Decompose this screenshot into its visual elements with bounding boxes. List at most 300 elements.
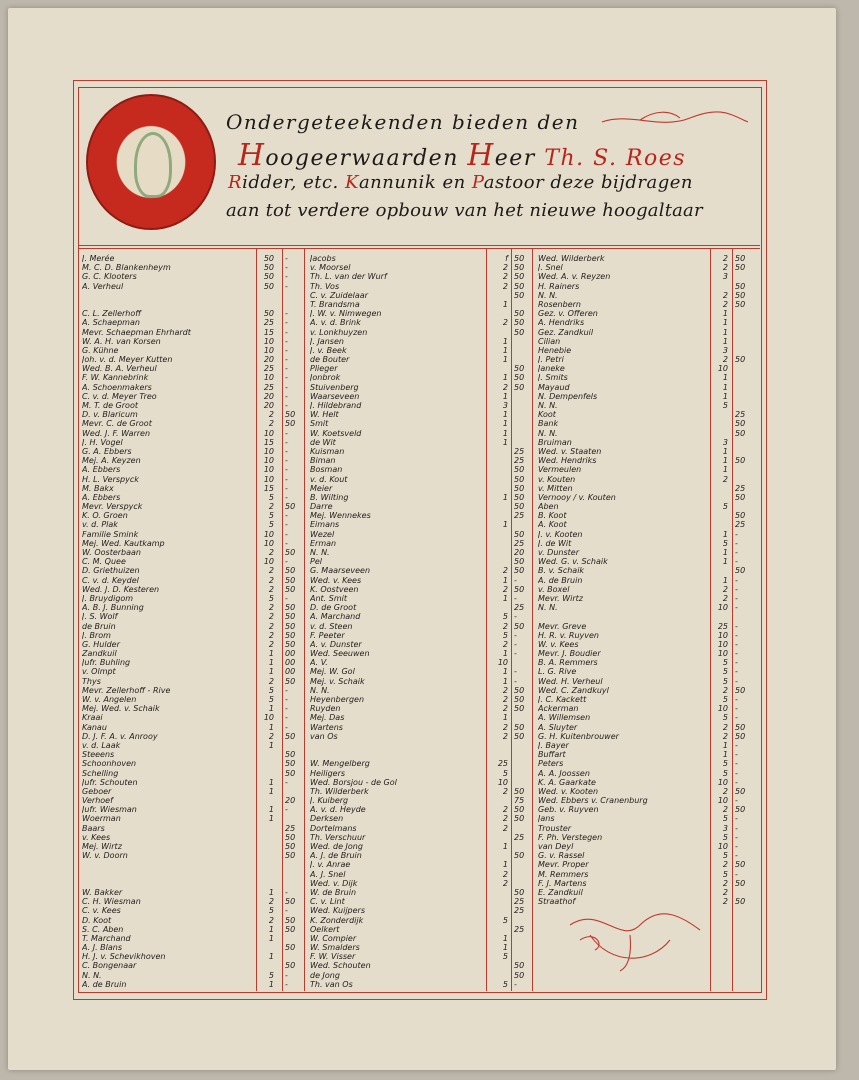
column-divider xyxy=(532,248,533,991)
amount-cents: 50 xyxy=(514,731,525,741)
amount-cents: - xyxy=(735,796,738,806)
donor-row xyxy=(310,759,532,768)
donor-name: Mevr. J. Boudier xyxy=(538,649,601,659)
amount-guilders: 10 xyxy=(263,446,274,456)
amount-guilders: 2 xyxy=(268,731,274,741)
amount-guilders: 2 xyxy=(722,593,728,603)
amount-guilders: 1 xyxy=(268,933,274,943)
donor-name: C. H. Wiesman xyxy=(82,897,141,907)
donor-name: Geb. v. Ruyven xyxy=(538,805,599,815)
amount-cents: 50 xyxy=(514,961,525,971)
header-line-2: Hoogeerwaarden Heer Th. S. Roes xyxy=(238,138,687,173)
amount-guilders: 5 xyxy=(722,851,728,861)
donor-row xyxy=(310,713,532,722)
donor-name: A. Schaepman xyxy=(82,318,140,328)
donor-name: H. Rainers xyxy=(538,281,580,291)
donor-name: G. v. Rassel xyxy=(538,851,585,861)
amount-cents: - xyxy=(735,823,738,833)
amount-cents: 50 xyxy=(735,731,746,741)
donor-name: C. Bongenaar xyxy=(82,961,137,971)
donor-row xyxy=(310,667,532,676)
amount-cents: 50 xyxy=(285,548,296,557)
donor-name: Henebie xyxy=(538,345,572,355)
amount-guilders: 20 xyxy=(263,401,274,410)
donor-row xyxy=(82,373,304,382)
donor-row xyxy=(538,778,758,787)
amount-cents: 25 xyxy=(514,446,525,456)
amount-cents: 25 xyxy=(514,906,525,916)
amount-guilders: 10 xyxy=(263,713,274,723)
amount-guilders: 2 xyxy=(268,410,274,420)
amount-guilders: 1 xyxy=(722,575,728,585)
amount-guilders: 1 xyxy=(502,520,508,530)
donor-row xyxy=(310,971,532,980)
amount-cents: 50 xyxy=(285,603,296,613)
donor-row xyxy=(310,282,532,291)
donor-name: v. Kouten xyxy=(538,474,576,484)
amount-cents: 50 xyxy=(514,290,525,300)
amount-cents: 50 xyxy=(285,832,296,842)
donor-name: T. Marchand xyxy=(82,933,131,943)
amount-cents: 50 xyxy=(285,961,296,971)
amount-cents: 50 xyxy=(285,759,296,769)
donor-name: de Wit xyxy=(310,437,336,447)
amount-cents: 50 xyxy=(285,842,296,851)
donor-name: W. Smalders xyxy=(310,943,360,953)
amount-cents: 75 xyxy=(514,796,525,806)
donor-row xyxy=(310,906,532,915)
amount-guilders: 5 xyxy=(722,676,728,686)
donor-row xyxy=(82,272,304,281)
amount-guilders: 1 xyxy=(502,410,508,420)
donor-row xyxy=(538,833,758,842)
donor-name: Bruiman xyxy=(538,437,572,447)
donor-row xyxy=(310,493,532,502)
amount-guilders: 50 xyxy=(263,263,274,273)
donor-name: M. T. de Groot xyxy=(82,401,138,410)
amount-guilders: 5 xyxy=(502,630,508,640)
donor-row xyxy=(82,934,304,943)
donor-row xyxy=(538,640,758,649)
donor-row xyxy=(538,318,758,327)
donor-row xyxy=(82,364,304,373)
donor-name: K. A. Gaarkate xyxy=(538,777,596,787)
donor-name: Wed. H. Verheul xyxy=(538,676,603,686)
amount-cents: 50 xyxy=(514,557,525,567)
donor-row xyxy=(310,337,532,346)
donor-name: C. L. Zellerhoff xyxy=(82,309,142,319)
donor-row xyxy=(310,796,532,805)
amount-guilders: 10 xyxy=(497,777,508,787)
amount-guilders: 1 xyxy=(502,933,508,943)
donor-name: Wed. B. A. Verheul xyxy=(82,364,157,374)
amount-cents: - xyxy=(735,621,738,631)
donor-name: v. Moorsel xyxy=(310,263,351,273)
donor-name: Schelling xyxy=(82,768,119,778)
amount-cents: - xyxy=(514,575,517,585)
amount-cents: 50 xyxy=(735,281,746,291)
amount-cents: - xyxy=(285,520,288,530)
amount-cents: - xyxy=(735,630,738,640)
amount-guilders: 2 xyxy=(502,722,508,732)
donor-name: J. W. v. Nimwegen xyxy=(310,309,382,319)
donor-name: v. Mitten xyxy=(538,483,573,493)
amount-guilders: f xyxy=(505,254,508,263)
donor-row xyxy=(538,649,758,658)
donor-row xyxy=(310,934,532,943)
donor-name: Wed. Kuijpers xyxy=(310,906,365,916)
donor-name: v. d. Steen xyxy=(310,621,353,631)
amount-cents: - xyxy=(285,318,288,328)
donor-name: Bosman xyxy=(310,465,343,475)
donor-name: Jufr. Schouten xyxy=(82,777,138,787)
donor-name: de Bruin xyxy=(82,621,116,631)
amount-guilders: 1 xyxy=(502,299,508,309)
amount-guilders: 5 xyxy=(268,695,274,704)
amount-guilders: 2 xyxy=(722,860,728,870)
amount-cents: - xyxy=(285,336,288,346)
donor-name: Wed. Ebbers v. Cranenburg xyxy=(538,796,648,806)
donor-name: Jacobs xyxy=(310,254,336,263)
donor-name: v. Lonkhuyzen xyxy=(310,327,368,337)
amount-guilders: 5 xyxy=(722,869,728,879)
donor-name: Eimans xyxy=(310,520,340,530)
donor-row xyxy=(82,318,304,327)
donor-name: v. d. Laak xyxy=(82,740,121,750)
donor-row xyxy=(82,594,304,603)
amount-guilders: 1 xyxy=(722,382,728,392)
donor-row xyxy=(310,419,532,428)
donor-row xyxy=(82,447,304,456)
donor-row xyxy=(538,842,758,851)
donor-row xyxy=(82,484,304,493)
amount-guilders: 10 xyxy=(717,364,728,374)
donor-row xyxy=(310,851,532,860)
amount-cents: 00 xyxy=(285,667,296,677)
donor-name: W. v. Kees xyxy=(538,639,579,649)
amount-guilders: 2 xyxy=(502,272,508,282)
donor-row xyxy=(538,870,758,879)
amount-guilders: 10 xyxy=(717,639,728,649)
amount-cents: 25 xyxy=(514,897,525,907)
amount-guilders: 5 xyxy=(722,401,728,410)
amount-cents: - xyxy=(514,979,517,989)
donor-row xyxy=(82,658,304,667)
amount-guilders: 5 xyxy=(502,768,508,778)
donor-name: K. O. Groen xyxy=(82,511,128,521)
donor-name: Wed. J. F. Warren xyxy=(82,428,151,438)
amount-guilders: 1 xyxy=(502,419,508,429)
donor-name: C. v. Zuidelaar xyxy=(310,290,368,300)
donor-name: A. Marchand xyxy=(310,612,361,622)
donor-row xyxy=(538,291,758,300)
amount-guilders: 2 xyxy=(722,584,728,594)
donor-row xyxy=(538,346,758,355)
amount-guilders: 2 xyxy=(502,281,508,291)
donor-row xyxy=(82,732,304,741)
donor-name: Jufr. Buhling xyxy=(82,658,131,668)
donor-row xyxy=(538,667,758,676)
amount-guilders: 1 xyxy=(502,345,508,355)
donor-name: Wed. Borsjou - de Gol xyxy=(310,777,397,787)
donor-name: B. A. Remmers xyxy=(538,658,598,668)
donor-name: F. W. Visser xyxy=(310,952,356,962)
amount-guilders: 15 xyxy=(263,483,274,493)
amount-cents: - xyxy=(514,667,517,677)
amount-cents: 20 xyxy=(514,548,525,557)
amount-cents: 25 xyxy=(514,603,525,613)
donor-name: Wed. v. Dijk xyxy=(310,878,358,888)
amount-cents: - xyxy=(285,446,288,456)
donor-row xyxy=(538,594,758,603)
amount-cents: - xyxy=(735,814,738,824)
donor-row xyxy=(310,566,532,575)
donor-name: A. J. Snel xyxy=(310,869,346,879)
amount-cents: - xyxy=(285,391,288,401)
amount-guilders: 2 xyxy=(502,731,508,741)
amount-cents: 00 xyxy=(285,658,296,668)
amount-guilders: 1 xyxy=(502,391,508,401)
donor-row xyxy=(538,475,758,484)
amount-guilders: 1 xyxy=(502,943,508,953)
amount-cents: 50 xyxy=(514,685,525,695)
donor-row xyxy=(310,475,532,484)
donor-name: A. Ebbers xyxy=(82,492,121,502)
donor-name: Wed. Hendriks xyxy=(538,456,597,466)
donor-name: Mej. Wed. Kautkamp xyxy=(82,538,165,548)
donor-name: Ackerman xyxy=(538,704,579,714)
donor-name: G. A. Ebbers xyxy=(82,446,132,456)
donor-row xyxy=(82,980,304,989)
donor-name: J. v. Beek xyxy=(310,345,347,355)
amount-cents: - xyxy=(735,639,738,649)
amount-cents: 50 xyxy=(514,465,525,475)
amount-guilders: 25 xyxy=(263,364,274,374)
donor-row xyxy=(310,383,532,392)
donor-name: Mej. A. Keyzen xyxy=(82,456,141,466)
amount-guilders: 5 xyxy=(722,667,728,677)
amount-cents: 25 xyxy=(514,538,525,548)
donor-row xyxy=(310,392,532,401)
donor-name: W. Mengelberg xyxy=(310,759,370,769)
donor-row xyxy=(538,732,758,741)
donor-name: Trouster xyxy=(538,823,572,833)
amount-guilders: 2 xyxy=(722,263,728,273)
amount-guilders: 2 xyxy=(502,318,508,328)
donor-name: Derksen xyxy=(310,814,344,824)
amount-cents: 00 xyxy=(285,649,296,659)
donor-name: H. J. v. Schevikhoven xyxy=(82,952,166,962)
donor-name: A. Sluyter xyxy=(538,722,578,732)
donor-row xyxy=(538,383,758,392)
amount-guilders: 25 xyxy=(263,318,274,328)
donor-column-3 xyxy=(538,254,758,906)
donor-row xyxy=(82,291,304,300)
amount-guilders: 3 xyxy=(722,823,728,833)
donor-row xyxy=(82,851,304,860)
donor-name: W. A. H. van Korsen xyxy=(82,336,161,346)
donor-name: N. Dempenfels xyxy=(538,391,598,401)
donor-name: A. A. Joossen xyxy=(538,768,590,778)
donor-row xyxy=(82,649,304,658)
donor-name: Janeke xyxy=(538,364,565,374)
donor-name: W. de Bruin xyxy=(310,887,357,897)
amount-cents: - xyxy=(735,676,738,686)
amount-cents: 50 xyxy=(514,373,525,383)
donor-name: N. N. xyxy=(538,401,558,410)
donor-name: J. Petri xyxy=(538,355,564,365)
amount-cents: - xyxy=(285,364,288,374)
donor-name: Buffart xyxy=(538,750,566,760)
donor-row xyxy=(82,530,304,539)
amount-guilders: 2 xyxy=(722,878,728,888)
donor-row xyxy=(82,502,304,511)
amount-guilders: 20 xyxy=(263,391,274,401)
donor-row xyxy=(310,254,532,263)
donor-row xyxy=(310,346,532,355)
amount-guilders: 1 xyxy=(722,548,728,557)
amount-cents: - xyxy=(514,630,517,640)
donor-name: D. v. Blaricum xyxy=(82,410,138,420)
amount-guilders: 2 xyxy=(722,887,728,897)
donor-name: Wed. J. D. Kesteren xyxy=(82,584,160,594)
donor-name: de Jong xyxy=(310,970,340,980)
donor-name: van Os xyxy=(310,731,338,741)
donor-name: Ruyden xyxy=(310,704,341,714)
donor-row xyxy=(310,447,532,456)
amount-guilders: 2 xyxy=(268,621,274,631)
amount-guilders: 1 xyxy=(502,860,508,870)
donor-row xyxy=(82,796,304,805)
donor-row xyxy=(82,943,304,952)
donor-row xyxy=(82,622,304,631)
donor-row xyxy=(310,631,532,640)
amount-guilders: 1 xyxy=(268,814,274,824)
donor-row xyxy=(82,493,304,502)
donor-name: S. C. Aben xyxy=(82,924,124,934)
amount-cents: - xyxy=(285,428,288,438)
donor-row xyxy=(538,631,758,640)
donor-row xyxy=(82,429,304,438)
amount-cents: - xyxy=(735,603,738,613)
amount-guilders: 1 xyxy=(722,465,728,475)
donor-name: Dortelmans xyxy=(310,823,357,833)
amount-guilders: 5 xyxy=(502,915,508,925)
donor-name: Oelkert xyxy=(310,924,340,934)
donor-row xyxy=(82,759,304,768)
donor-name: C. v. Lint xyxy=(310,897,345,907)
donor-row xyxy=(310,576,532,585)
donor-name: B. Wilting xyxy=(310,492,349,502)
donor-row xyxy=(310,291,532,300)
amount-guilders: 1 xyxy=(268,704,274,714)
donor-row xyxy=(310,916,532,925)
amount-cents: 50 xyxy=(285,575,296,585)
illuminated-initial-o xyxy=(86,94,216,230)
donor-row xyxy=(310,456,532,465)
donor-row xyxy=(82,695,304,704)
donor-name: G. Hulder xyxy=(82,639,120,649)
donor-name: Mevr. Proper xyxy=(538,860,589,870)
amount-cents: - xyxy=(285,979,288,989)
amount-guilders: 10 xyxy=(717,649,728,659)
donor-name: M. C. D. Blankenheym xyxy=(82,263,171,273)
amount-cents: 25 xyxy=(514,456,525,466)
amount-cents: - xyxy=(285,593,288,603)
donor-row xyxy=(538,493,758,502)
donor-name: Peters xyxy=(538,759,564,769)
donor-name: J. Jansen xyxy=(310,336,344,346)
donor-row xyxy=(310,814,532,823)
amount-cents: 50 xyxy=(735,878,746,888)
closing-flourish-icon xyxy=(560,905,710,975)
amount-guilders: 2 xyxy=(722,355,728,365)
amount-cents: 50 xyxy=(514,281,525,291)
amount-guilders: 10 xyxy=(717,796,728,806)
donor-name: Thys xyxy=(82,676,101,686)
donor-name: Mej. Wirtz xyxy=(82,842,122,851)
donor-row xyxy=(538,484,758,493)
amount-guilders: 50 xyxy=(263,281,274,291)
donor-row xyxy=(82,769,304,778)
donor-row xyxy=(538,805,758,814)
donor-row xyxy=(310,649,532,658)
donor-row xyxy=(310,484,532,493)
header-line-1: Ondergeteekenden bieden den xyxy=(226,110,580,134)
donor-row xyxy=(538,447,758,456)
amount-cents: 50 xyxy=(285,924,296,934)
donor-name: A. Schoenmakers xyxy=(82,382,152,392)
donor-name: B. v. Schaik xyxy=(538,566,585,576)
amount-cents: 50 xyxy=(735,492,746,502)
donor-row xyxy=(82,263,304,272)
donor-row xyxy=(82,787,304,796)
donor-name: Woerman xyxy=(82,814,121,824)
donor-name: D. Griethuizen xyxy=(82,566,140,576)
amount-guilders: 2 xyxy=(502,263,508,273)
amount-cents: - xyxy=(735,740,738,750)
amount-guilders: 5 xyxy=(268,685,274,695)
donor-name: v. Kees xyxy=(82,832,111,842)
amount-cents: 50 xyxy=(514,529,525,539)
amount-cents: 50 xyxy=(514,851,525,861)
amount-cents: - xyxy=(285,465,288,475)
donor-name: A. Koot xyxy=(538,520,567,530)
amount-cents: 50 xyxy=(285,915,296,925)
amount-cents: 50 xyxy=(285,851,296,861)
donor-name: D. de Groot xyxy=(310,603,357,613)
donor-name: F. J. Martens xyxy=(538,878,587,888)
amount-cents: - xyxy=(285,254,288,263)
donor-row xyxy=(538,750,758,759)
amount-guilders: 1 xyxy=(722,446,728,456)
amount-guilders: 1 xyxy=(268,786,274,796)
amount-guilders: 5 xyxy=(268,970,274,980)
donor-name: W. v. Angelen xyxy=(82,695,137,704)
donor-row xyxy=(538,796,758,805)
amount-cents: - xyxy=(735,538,738,548)
amount-guilders: 10 xyxy=(717,777,728,787)
amount-cents: - xyxy=(285,695,288,704)
donor-name: N. N. xyxy=(538,603,558,613)
amount-guilders: 25 xyxy=(263,382,274,392)
donor-row xyxy=(82,750,304,759)
donor-name: Th. Wilderberk xyxy=(310,786,369,796)
amount-guilders: 10 xyxy=(497,658,508,668)
donor-name: Wed. A. v. Reyzen xyxy=(538,272,611,282)
donor-row xyxy=(310,594,532,603)
donor-row xyxy=(538,401,758,410)
